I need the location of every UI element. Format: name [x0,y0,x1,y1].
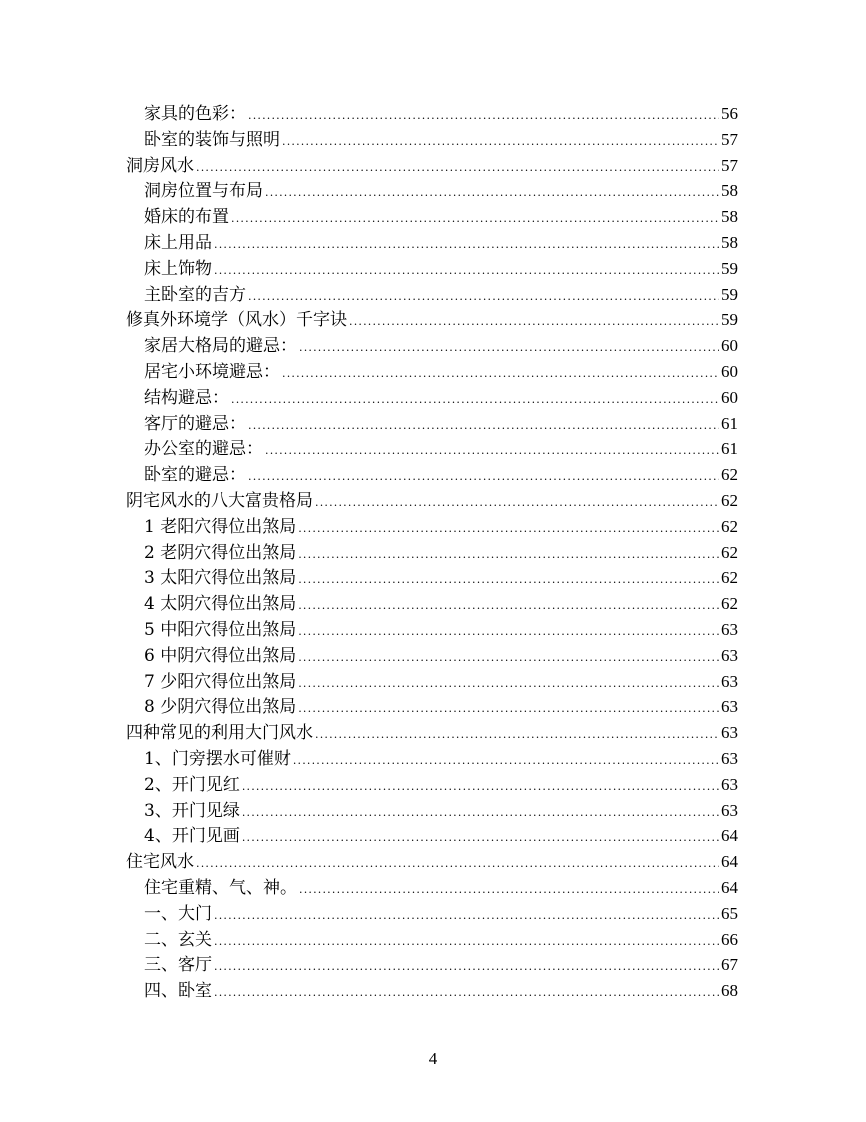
toc-entry-page: 60 [721,387,738,407]
toc-entry-page: 60 [721,361,738,381]
dot-leader [248,284,719,310]
toc-entry-page: 63 [721,774,738,794]
dot-leader [214,954,719,980]
dot-leader [214,232,719,258]
toc-entry[interactable] [126,333,738,359]
toc-entry-page: 57 [721,155,738,175]
toc-entry-page: 59 [721,258,738,278]
toc-entry[interactable] [126,127,738,153]
toc-entry-title: 2 老阴穴得位出煞局 [144,542,297,563]
toc-entry-page: 63 [721,645,738,665]
toc-entry[interactable] [126,772,738,798]
dot-leader [231,387,719,413]
dot-leader [298,619,719,645]
toc-entry-title: 1、门旁摆水可催财 [144,748,291,769]
toc-entry-title: 家居大格局的避忌： [144,336,297,357]
dot-leader [196,851,719,877]
toc-entry-title: 5 中阳穴得位出煞局 [144,619,297,640]
toc-entry[interactable] [126,436,738,462]
toc-entry-title: 婚床的布置 [144,207,229,228]
toc-entry-page: 58 [721,181,738,201]
toc-entry-page: 56 [721,104,738,123]
toc-entry[interactable] [126,643,738,669]
toc-entry-title: 住宅风水 [126,852,194,873]
dot-leader [248,464,719,490]
toc-entry[interactable] [126,617,738,643]
page-number: 4 [428,1049,438,1068]
toc-entry-page: 63 [721,800,738,820]
toc-entry-title: 阴宅风水的八大富贵格局 [126,490,313,511]
dot-leader [298,696,719,722]
toc-entry-title: 二、玄关 [144,929,212,950]
toc-entry[interactable] [126,849,738,875]
toc-entry-title: 办公室的避忌： [144,439,263,460]
dot-leader [196,155,719,181]
toc-entry-page: 66 [721,929,738,949]
toc-entry-title: 一、大门 [144,903,212,924]
toc-entry-title: 卧室的装饰与照明 [144,129,280,150]
toc-entry[interactable] [126,385,738,411]
toc-entry-page: 64 [721,852,738,872]
toc-entry-title: 洞房风水 [126,155,194,176]
toc-entry-page: 59 [721,284,738,304]
dot-leader [214,903,719,929]
toc-entry-title: 家具的色彩： [144,104,246,124]
toc-entry[interactable] [126,952,738,978]
toc-entry[interactable] [126,411,738,437]
toc-entry[interactable] [126,462,738,488]
toc-entry-page: 68 [721,981,738,1001]
dot-leader [242,800,719,826]
dot-leader [315,490,719,516]
dot-leader [298,645,719,671]
toc-entry-title: 居宅小环境避忌： [144,361,280,382]
dot-leader [214,258,719,284]
toc-entry-page: 63 [721,723,738,743]
dot-leader [248,413,719,439]
toc-entry-title: 2、开门见红 [144,774,240,795]
toc-entry[interactable] [126,720,738,746]
dot-leader [298,567,719,593]
toc-entry[interactable] [126,565,738,591]
dot-leader [214,929,719,955]
toc-entry-title: 结构避忌： [144,387,229,408]
toc-entry-page: 62 [721,465,738,485]
toc-entry[interactable] [126,694,738,720]
dot-leader [282,129,719,155]
toc-entry[interactable] [126,901,738,927]
toc-entry-page: 64 [721,877,738,897]
toc-entry-title: 三、客厅 [144,955,212,976]
toc-entry-title: 卧室的避忌： [144,465,246,486]
toc-entry-title: 客厅的避忌： [144,413,246,434]
toc-entry-page: 61 [721,413,738,433]
toc-entry-page: 62 [721,516,738,536]
toc-entry-page: 60 [721,336,738,356]
toc-entry[interactable] [126,591,738,617]
toc-entry-title: 6 中阴穴得位出煞局 [144,645,297,666]
toc-entry[interactable] [126,875,738,901]
toc-entry-page: 63 [721,697,738,717]
dot-leader [265,180,719,206]
toc-entry[interactable] [126,540,738,566]
toc-entry-title: 7 少阳穴得位出煞局 [144,671,297,692]
dot-leader [242,825,719,851]
toc-entry-title: 床上饰物 [144,258,212,279]
toc-entry-title: 3 太阳穴得位出煞局 [144,568,297,589]
toc-entry[interactable] [126,514,738,540]
toc-entry-title: 四、卧室 [144,981,212,1002]
toc-entry[interactable] [126,282,738,308]
toc-entry-page: 61 [721,439,738,459]
toc-entry-title: 4 太阴穴得位出煞局 [144,594,297,615]
toc-entry-page: 67 [721,955,738,975]
toc-entry-page: 58 [721,207,738,227]
toc-entry-page: 65 [721,903,738,923]
toc-entry[interactable] [126,978,738,1004]
dot-leader [315,722,719,748]
toc-entry-title: 3、开门见绿 [144,800,240,821]
table-of-contents [126,101,738,1004]
toc-entry[interactable] [126,256,738,282]
toc-entry[interactable] [126,178,738,204]
toc-entry-page: 63 [721,748,738,768]
dot-leader [231,206,719,232]
toc-entry-page: 63 [721,671,738,691]
dot-leader [298,671,719,697]
toc-entry-title: 修真外环境学（风水）千字诀 [126,310,347,331]
toc-entry-page: 63 [721,619,738,639]
toc-entry-page: 57 [721,129,738,149]
toc-entry[interactable] [126,823,738,849]
toc-entry-page: 58 [721,232,738,252]
toc-entry-title: 1 老阳穴得位出煞局 [144,516,297,537]
dot-leader [265,438,719,464]
toc-entry[interactable] [126,230,738,256]
toc-entry-title: 住宅重精、气、神。 [144,877,297,898]
toc-entry[interactable] [126,153,738,179]
toc-entry[interactable] [126,927,738,953]
toc-entry-page: 59 [721,310,738,330]
dot-leader [298,516,719,542]
dot-leader [299,335,719,361]
toc-entry-page: 62 [721,542,738,562]
toc-entry[interactable] [126,101,738,127]
toc-entry-page: 64 [721,826,738,846]
dot-leader [298,593,719,619]
toc-entry[interactable] [126,204,738,230]
toc-entry[interactable] [126,746,738,772]
toc-entry[interactable] [126,359,738,385]
toc-entry-title: 8 少阴穴得位出煞局 [144,697,297,718]
toc-entry-title: 床上用品 [144,232,212,253]
dot-leader [349,309,719,335]
toc-entry[interactable] [126,669,738,695]
toc-entry[interactable] [126,488,738,514]
toc-entry-title: 4、开门见画 [144,826,240,847]
dot-leader [299,877,719,903]
dot-leader [248,103,719,129]
dot-leader [282,361,719,387]
dot-leader [293,748,719,774]
toc-entry-title: 洞房位置与布局 [144,181,263,202]
dot-leader [214,980,719,1006]
dot-leader [298,542,719,568]
toc-entry[interactable] [126,798,738,824]
toc-entry-page: 62 [721,490,738,510]
toc-entry-title: 四种常见的利用大门风水 [126,723,313,744]
dot-leader [242,774,719,800]
toc-entry-title: 主卧室的吉方 [144,284,246,305]
toc-entry[interactable] [126,307,738,333]
toc-entry-page: 62 [721,568,738,588]
toc-entry-page: 62 [721,594,738,614]
